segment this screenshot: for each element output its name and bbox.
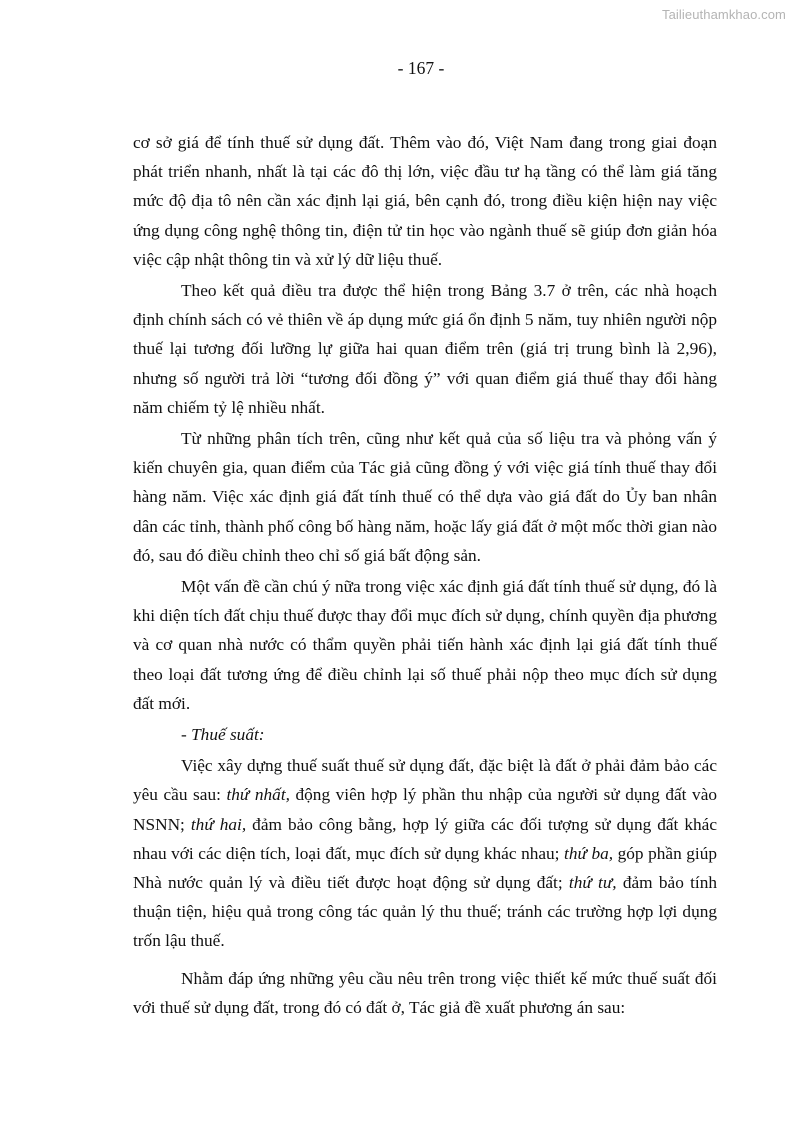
document-body xyxy=(133,128,717,1022)
page-number: - 167 - xyxy=(397,58,445,78)
text-run: động viên hợp lý phần thu nhập của người sử dụng đất vào NSNN; xyxy=(133,785,718,834)
paragraph xyxy=(133,751,717,955)
emphasis: thứ nhất, xyxy=(226,785,290,805)
text-run: góp phần giúp Nhà nước quản lý và điều tiết được hoạt động sử dụng đất; xyxy=(133,843,718,893)
emphasis: thứ hai, xyxy=(190,814,247,834)
paragraph: cơ sở giá để tính thuế sử dụng đất. Thêm vào đó, Việt Nam đang trong giai đoạn phát triển nhanh, nhất là tại các đô thị lớn, việc đầu tư hạ tầng có thể làm giá tăng mức độ địa tô nên cần xác định lại giá, bên cạnh đó, trong điều kiện hiện nay việc ứng dụng công nghệ thông tin, điện tử tin học vào ngành thuế sẽ giúp đơn giản hóa việc cập nhật thông tin và xử lý dữ liệu thuế. xyxy=(133,133,717,269)
paragraph: Theo kết quả điều tra được thể hiện trong Bảng 3.7 ở trên, các nhà hoạch định chính sách có vẻ thiên về áp dụng mức giá ổn định 5 năm, tuy nhiên người nộp thuế lại tương đối lưỡng lự giữa hai quan điểm trên (giá trị trung bình là 2,96), nhưng số người trả lời “tương đối đồng ý” với quan điểm giá thuế thay đổi hàng năm chiếm tỷ lệ nhiều nhất. xyxy=(133,281,717,417)
watermark: Tailieuthamkhao.com xyxy=(661,7,786,22)
paragraph: Một vấn đề cần chú ý nữa trong việc xác định giá đất tính thuế sử dụng, đó là khi diện tích đất chịu thuế được thay đổi mục đích sử dụng, chính quyền địa phương và cơ quan nhà nước có thẩm quyền phải tiến hành xác định lại giá đất tính thuế theo loại đất tương ứng để điều chỉnh lại số thuế phải nộp theo mục đích sử dụng đất mới. xyxy=(133,577,717,713)
paragraph: Từ những phân tích trên, cũng như kết quả của số liệu tra và phỏng vấn ý kiến chuyên gia, quan điểm của Tác giả cũng đồng ý với việc giá tính thuế thay đổi hàng năm. Việc xác định giá đất tính thuế có thể dựa vào giá đất do Ủy ban nhân dân các tỉnh, thành phố công bố hàng năm, hoặc lấy giá đất ở một mốc thời gian nào đó, sau đó điều chỉnh theo chỉ số giá bất động sản. xyxy=(133,429,717,565)
text-run: Việc xây dựng thuế suất thuế sử dụng đất, đặc biệt là đất ở phải đảm bảo các yêu cầu sau: xyxy=(133,756,717,805)
text-run: đảm bảo công bằng, hợp lý giữa các đối tượng sử dụng đất khác nhau với các diện tích, loại đất, mục đích sử dụng khác nhau; xyxy=(133,814,717,863)
paragraph: Nhằm đáp ứng những yêu cầu nêu trên trong việc thiết kế mức thuế suất đối với thuế sử dụng đất, trong đó có đất ở, Tác giả đề xuất phương án sau: xyxy=(133,968,717,1017)
section-heading: - Thuế suất: xyxy=(181,725,265,745)
emphasis: thứ ba, xyxy=(564,843,614,863)
emphasis: thứ tư, xyxy=(568,873,617,893)
text-run: đảm bảo tính thuận tiện, hiệu quả trong công tác quản lý thu thuế; tránh các trường hợp lợi dụng trốn lậu thuế. xyxy=(133,873,717,951)
